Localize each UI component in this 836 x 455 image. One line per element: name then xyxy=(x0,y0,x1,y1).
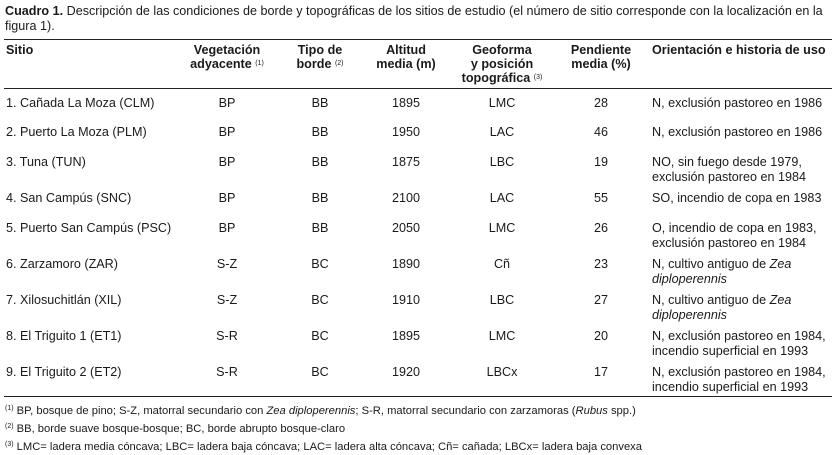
cell-geoforma: LMC xyxy=(488,328,516,343)
table-row xyxy=(4,89,832,121)
cell-pendiente: 19 xyxy=(593,154,608,169)
cell-vegetacion: S-Z xyxy=(216,256,238,271)
header-pendiente: Pendiente media (%) xyxy=(570,43,632,71)
cell-geoforma: LMC xyxy=(488,220,516,235)
cell-vegetacion: BP xyxy=(218,190,236,205)
cell-vegetacion: BP xyxy=(218,96,236,110)
cell-geoforma: LAC xyxy=(489,190,515,205)
cell-pendiente: 27 xyxy=(593,292,608,307)
cell-orientacion: N, cultivo antiguo de Zea diploperennis xyxy=(652,256,792,286)
cell-orientacion: N, exclusión pastoreo en 1986 xyxy=(652,96,823,110)
cell-altitud: 1875 xyxy=(391,154,421,169)
header-geoforma: Geoforma y posición topográfica $^{(3)}$ xyxy=(461,43,543,85)
table-row xyxy=(4,289,832,325)
cell-pendiente: 46 xyxy=(593,124,608,139)
cell-sitio: 3. Tuna (TUN) xyxy=(6,154,86,169)
cell-orientacion: N, exclusión pastoreo en 1984, incendio superficial en 1993 xyxy=(652,364,826,394)
sites-table xyxy=(4,39,832,397)
table-row xyxy=(4,151,832,187)
cell-orientacion: SO, incendio de copa en 1983 xyxy=(652,190,822,205)
cell-sitio: 1. Cañada La Moza (CLM) xyxy=(6,96,155,110)
cell-altitud: 2100 xyxy=(391,190,421,205)
cell-borde: BC xyxy=(311,364,329,379)
cell-sitio: 5. Puerto San Campús (PSC) xyxy=(6,220,172,235)
ref-3: (3) xyxy=(533,74,543,81)
cell-vegetacion: BP xyxy=(218,220,236,235)
cell-geoforma: LBCx xyxy=(486,364,518,379)
cell-sitio: 4. San Campús (SNC) xyxy=(6,190,132,205)
cell-orientacion: N, cultivo antiguo de Zea diploperennis xyxy=(652,292,792,322)
table-row xyxy=(4,253,832,289)
cell-borde: BB xyxy=(311,190,329,205)
cell-vegetacion: BP xyxy=(218,124,236,139)
cell-borde: BB xyxy=(311,154,329,169)
cell-vegetacion: S-R xyxy=(216,364,238,379)
table-row xyxy=(4,361,832,397)
cell-altitud: 1950 xyxy=(391,124,421,139)
header-sitio: Sitio xyxy=(6,43,34,57)
caption-label: Cuadro 1. xyxy=(5,4,64,18)
header-borde: Tipo de borde $^{(2)}$ xyxy=(296,43,344,71)
cell-vegetacion: S-R xyxy=(216,328,238,343)
cell-geoforma: LMC xyxy=(488,96,516,110)
cell-altitud: 1910 xyxy=(391,292,421,307)
footnote-2: $^{(2)}$ BB, borde suave bosque-bosque; BC, borde abrupto bosque-claro xyxy=(5,423,346,435)
cell-pendiente: 17 xyxy=(593,364,608,379)
cell-borde: BB xyxy=(311,96,329,110)
footnote-3: $^{(3)}$ LMC= ladera media cóncava; LBC= ladera baja cóncava; LAC= ladera alta cóncava; Cñ= cañada; LBCx= ladera baja convexa xyxy=(5,441,643,453)
cell-altitud: 1895 xyxy=(391,96,421,110)
cell-sitio: 6. Zarzamoro (ZAR) xyxy=(6,256,118,271)
cell-vegetacion: S-Z xyxy=(216,292,238,307)
header-altitud: Altitud media (m) xyxy=(376,43,436,71)
cell-orientacion: O, incendio de copa en 1983, exclusión pastoreo en 1984 xyxy=(652,220,817,250)
cell-sitio: 9. El Triguito 2 (ET2) xyxy=(6,364,122,379)
ref-2: (2) xyxy=(334,60,344,67)
cell-vegetacion: BP xyxy=(218,154,236,169)
table-footnotes xyxy=(4,401,832,455)
cell-pendiente: 20 xyxy=(593,328,608,343)
table-caption xyxy=(4,4,832,34)
cell-orientacion: N, exclusión pastoreo en 1984, incendio superficial en 1993 xyxy=(652,328,826,358)
cell-sitio: 8. El Triguito 1 (ET1) xyxy=(6,328,122,343)
cell-altitud: 1920 xyxy=(391,364,421,379)
ref-1: (1) xyxy=(255,60,264,67)
cell-geoforma: LBC xyxy=(489,292,515,307)
cell-borde: BC xyxy=(311,292,329,307)
table-row xyxy=(4,187,832,217)
cell-orientacion: NO, sin fuego desde 1979, exclusión pastoreo en 1984 xyxy=(652,154,807,184)
cell-geoforma: Cñ xyxy=(493,256,511,271)
cell-borde: BB xyxy=(311,220,329,235)
cell-pendiente: 26 xyxy=(593,220,608,235)
header-row xyxy=(4,40,832,89)
cell-altitud: 2050 xyxy=(391,220,421,235)
cell-geoforma: LAC xyxy=(489,124,515,139)
caption-text: Descripción de las condiciones de borde y topográficas de los sitios de estudio (el número de sitio corresponde con la localización en la figura 1). xyxy=(5,4,823,33)
cell-sitio: 7. Xilosuchitlán (XIL) xyxy=(6,292,122,307)
cell-geoforma: LBC xyxy=(489,154,515,169)
table-row xyxy=(4,217,832,253)
cell-borde: BC xyxy=(311,256,329,271)
cell-altitud: 1895 xyxy=(391,328,421,343)
cell-sitio: 2. Puerto La Moza (PLM) xyxy=(6,124,147,139)
cell-pendiente: 55 xyxy=(593,190,608,205)
cell-borde: BC xyxy=(311,328,329,343)
footnote-1: $^{(1)}$ BP, bosque de pino; S-Z, matorral secundario con Zea diploperennis; S-R, matorral secundario con zarzamoras (Rubus spp.) xyxy=(5,405,636,417)
cell-borde: BB xyxy=(311,124,329,139)
cell-orientacion: N, exclusión pastoreo en 1986 xyxy=(652,124,823,139)
header-orientacion: Orientación e historia de uso xyxy=(652,43,826,57)
table-row xyxy=(4,121,832,151)
cell-pendiente: 23 xyxy=(593,256,608,271)
cell-pendiente: 28 xyxy=(593,96,608,110)
table-row xyxy=(4,325,832,361)
header-vegetacion: Vegetación adyacente $^{(1)}$ xyxy=(190,43,264,71)
cell-altitud: 1890 xyxy=(391,256,421,271)
